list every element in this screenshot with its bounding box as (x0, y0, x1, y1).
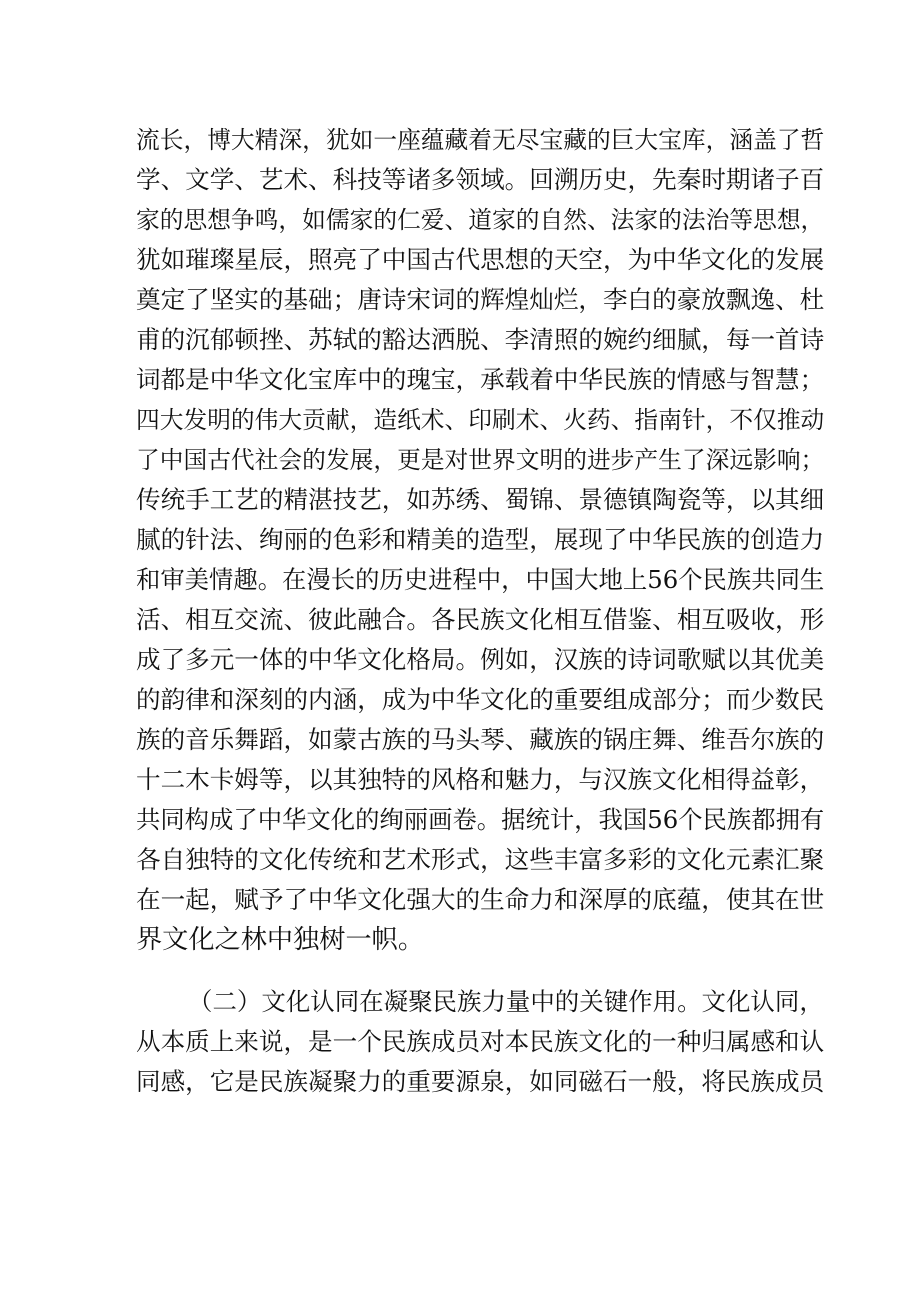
text-line: 奠定了坚实的基础；唐诗宋词的辉煌灿烂，李白的豪放飘逸、杜 (136, 285, 825, 314)
text-line: 学、文学、艺术、科技等诸多领域。回溯历史，先秦时期诸子百 (136, 165, 825, 194)
text-line: 的韵律和深刻的内涵，成为中华文化的重要组成部分；而少数民 (136, 685, 825, 714)
text-line: 共同构成了中华文化的绚丽画卷。据统计，我国56个民族都拥有 (136, 805, 825, 834)
section-heading-line: （二）文化认同在凝聚民族力量中的关键作用。文化认同， (188, 987, 824, 1016)
text-line: 族的音乐舞蹈，如蒙古族的马头琴、藏族的锅庄舞、维吾尔族的 (136, 725, 825, 754)
text-line: 界文化之林中独树一帜。 (136, 925, 425, 955)
text-line: 各自独特的文化传统和艺术形式，这些丰富多彩的文化元素汇聚 (136, 845, 825, 874)
text-line: 甫的沉郁顿挫、苏轼的豁达洒脱、李清照的婉约细腻，每一首诗 (136, 325, 825, 354)
text-line: 从本质上来说，是一个民族成员对本民族文化的一种归属感和认 (136, 1027, 825, 1056)
text-line: 传统手工艺的精湛技艺，如苏绣、蜀锦、景德镇陶瓷等，以其细 (136, 485, 825, 514)
text-line: 成了多元一体的中华文化格局。例如，汉族的诗词歌赋以其优美 (136, 645, 825, 674)
text-line: 和审美情趣。在漫长的历史进程中，中国大地上56个民族共同生 (136, 565, 825, 594)
text-line: 犹如璀璨星辰，照亮了中国古代思想的天空，为中华文化的发展 (136, 245, 825, 274)
text-line: 了中国古代社会的发展，更是对世界文明的进步产生了深远影响； (136, 446, 825, 474)
text-line: 同感，它是民族凝聚力的重要源泉，如同磁石一般，将民族成员 (136, 1067, 825, 1096)
text-line: 在一起，赋予了中华文化强大的生命力和深厚的底蕴，使其在世 (136, 885, 825, 914)
text-line: 腻的针法、绚丽的色彩和精美的造型，展现了中华民族的创造力 (136, 525, 825, 554)
text-line: 词都是中华文化宝库中的瑰宝，承载着中华民族的情感与智慧； (136, 365, 825, 394)
text-line: 四大发明的伟大贡献，造纸术、印刷术、火药、指南针，不仅推动 (136, 406, 825, 434)
text-line: 活、相互交流、彼此融合。各民族文化相互借鉴、相互吸收，形 (136, 605, 825, 634)
text-line: 家的思想争鸣，如儒家的仁爱、道家的自然、法家的法治等思想， (136, 206, 825, 234)
text-line: 十二木卡姆等，以其独特的风格和魅力，与汉族文化相得益彰， (136, 765, 825, 794)
text-line: 流长，博大精深，犹如一座蕴藏着无尽宝藏的巨大宝库，涵盖了哲 (136, 126, 825, 154)
